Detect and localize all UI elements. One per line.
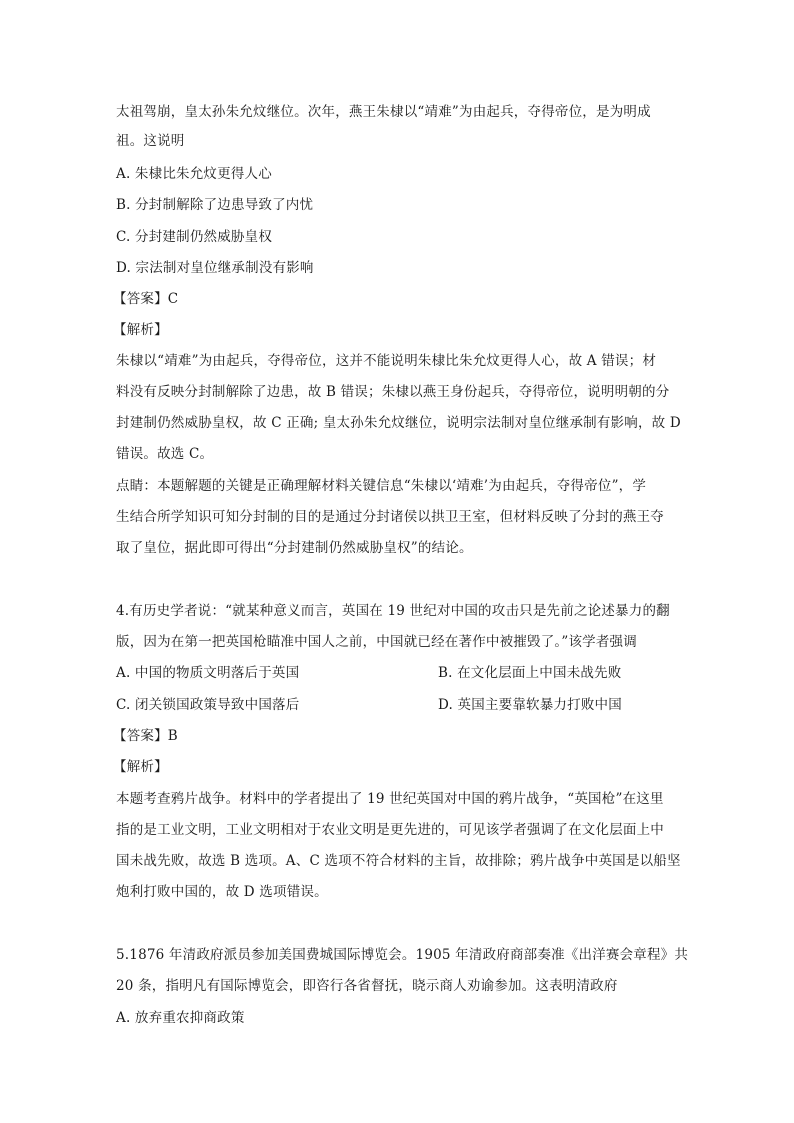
q3-analysis-line-4: 错误。故选 C。 xyxy=(116,446,214,462)
q4-stem-line-1: 4.有历史学者说：“就某种意义而言，英国在 19 世纪对中国的攻击只是先前之论述暴力的翻 xyxy=(116,603,670,619)
q4-analysis-line-4: 炮利打败中国的，故 D 选项错误。 xyxy=(116,884,328,900)
q5-stem-line-2: 20 条，指明凡有国际博览会，即咨行各省督抚，晓示商人劝谕参加。这表明清政府 xyxy=(116,978,618,994)
q3-tip-line-3: 取了皇位，据此即可得出“分封建制仍然威胁皇权”的结论。 xyxy=(116,540,473,556)
q3-tip-line-1: 点睛：本题解题的关键是正确理解材料关键信息“朱棣以‘靖难’为由起兵，夺得帝位”，学 xyxy=(116,478,647,494)
q5-option-a: A. 放弃重农抑商政策 xyxy=(116,1010,245,1026)
q3-analysis-line-3: 封建制仍然威胁皇权，故 C 正确; 皇太孙朱允炆继位，说明宗法制对皇位继承制有影响，故 D xyxy=(116,415,681,431)
q3-option-c: C. 分封建制仍然威胁皇权 xyxy=(116,229,273,245)
q3-option-b: B. 分封制解除了边患导致了内忧 xyxy=(116,197,314,213)
q4-analysis-line-2: 指的是工业文明，工业文明相对于农业文明是更先进的，可见该学者强调了在文化层面上中 xyxy=(116,822,664,838)
q5-stem-line-1: 5.1876 年清政府派员参加美国费城国际博览会。1905 年清政府商部奏准《出洋赛会章程》共 xyxy=(116,947,689,963)
q4-option-d: D. 英国主要靠软暴力打败中国 xyxy=(438,697,622,713)
q3-stem-line-2: 祖。这说明 xyxy=(116,133,185,149)
q4-analysis-line-3: 国未战先败，故选 B 选项。A、C 选项不符合材料的主旨，故排除；鸦片战争中英国是以船坚 xyxy=(116,853,681,869)
q3-analysis-line-2: 料没有反映分封制解除了边患，故 B 错误；朱棣以燕王身份起兵，夺得帝位，说明明朝的分 xyxy=(116,384,670,400)
q3-stem-line-1: 太祖驾崩，皇太孙朱允炆继位。次年，燕王朱棣以“靖难”为由起兵，夺得帝位，是为明成 xyxy=(116,104,651,120)
q3-analysis-heading: 【解析】 xyxy=(113,322,168,338)
q4-option-a: A. 中国的物质文明落后于英国 xyxy=(116,665,300,681)
q4-analysis-line-1: 本题考查鸦片战争。材料中的学者提出了 19 世纪英国对中国的鸦片战争，“英国枪”在这里 xyxy=(116,791,664,807)
q3-option-a: A. 朱棣比朱允炆更得人心 xyxy=(116,166,272,182)
q3-answer: 【答案】C xyxy=(113,291,179,307)
q3-tip-line-2: 生结合所学知识可知分封制的目的是通过分封诸侯以拱卫王室，但材料反映了分封的燕王夺 xyxy=(116,509,664,525)
q4-analysis-heading: 【解析】 xyxy=(113,759,168,775)
q3-analysis-line-1: 朱棣以“靖难”为由起兵，夺得帝位，这并不能说明朱棣比朱允炆更得人心，故 A 错误；材 xyxy=(116,353,657,369)
q4-option-c: C. 闭关锁国政策导致中国落后 xyxy=(116,697,300,713)
q3-option-d: D. 宗法制对皇位继承制没有影响 xyxy=(116,260,314,276)
q4-option-b: B. 在文化层面上中国未战先败 xyxy=(438,665,622,681)
q4-answer: 【答案】B xyxy=(113,728,178,744)
q4-stem-line-2: 版，因为在第一把英国枪瞄准中国人之前，中国就已经在著作中被摧毁了。”该学者强调 xyxy=(116,634,637,650)
